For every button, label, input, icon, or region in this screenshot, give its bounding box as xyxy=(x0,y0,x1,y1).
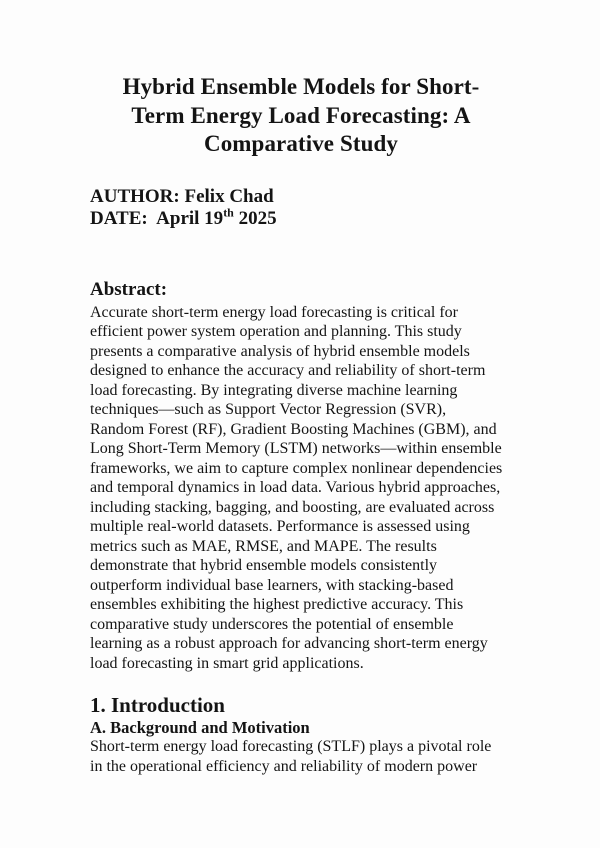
author-line: AUTHOR: Felix Chad xyxy=(90,185,274,207)
introduction-paragraph: Short-term energy load forecasting (STLF) plays a pivotal role in the operational efficiency and reliability of modern power xyxy=(90,738,492,775)
document-title: Hybrid Ensemble Models for Short-Term Energy Load Forecasting: A Comparative Study xyxy=(122,74,480,156)
introduction-heading: 1. Introduction xyxy=(90,693,225,717)
abstract-paragraph: Accurate short-term energy load forecasting is critical for efficient power system operation and planning. This study presents a comparative analysis of hybrid ensemble models designed to enhance the accuracy and reliability of short-term load forecasting. By integrating diverse machine learning techniques—such as Support Vector Regression (SVR), Random Forest (RF), Gradient Boosting Machines (GBM), and Long Short-Term Memory (LSTM) networks—within ensemble frameworks, we aim to capture complex nonlinear dependencies and temporal dynamics in load data. Various hybrid approaches, including stacking, bagging, and boosting, are evaluated across multiple real-world datasets. Performance is assessed using metrics such as MAE, RMSE, and MAPE. The results demonstrate that hybrid ensemble models consistently outperform individual base learners, with stacking-based ensembles exhibiting the highest predictive accuracy. This comparative study underscores the potential of ensemble learning as a robust approach for advancing short-term energy load forecasting in smart grid applications. xyxy=(90,303,503,672)
background-motivation-subheading: A. Background and Motivation xyxy=(90,718,310,737)
author-date-block xyxy=(90,186,512,231)
date-prefix: DATE: April 19 xyxy=(90,208,224,229)
abstract-heading: Abstract: xyxy=(90,278,168,300)
date-suffix: 2025 xyxy=(233,208,277,229)
date-ordinal-superscript: th xyxy=(223,205,234,220)
date-line xyxy=(90,205,512,231)
